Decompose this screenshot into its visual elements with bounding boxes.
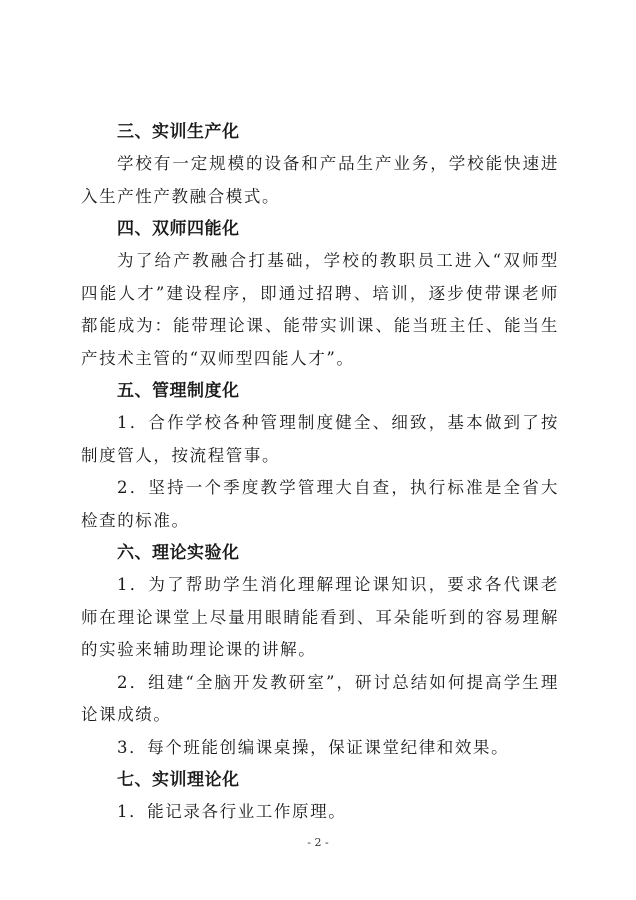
paragraph: 1．为了帮助学生消化理解理论课知识，要求各代课老师在理论课堂上尽量用眼睛能看到、耳朵能听到的容易理解的实验来辅助理论课的讲解。: [81, 575, 559, 659]
section-heading: 五、管理制度化: [117, 381, 240, 401]
paragraph: 2．坚持一个季度教学管理大自查，执行标准是全省大检查的标准。: [81, 478, 559, 530]
section-shixun-shengchan: [81, 116, 559, 213]
paragraph: 1．能记录各行业工作原理。: [117, 802, 347, 821]
section-lilun-shiyan: [81, 537, 559, 764]
section-heading: 七、实训理论化: [117, 770, 240, 790]
section-heading: 三、实训生产化: [117, 122, 240, 142]
section-shixun-lilun: [81, 764, 559, 829]
section-heading: 四、双师四能化: [117, 219, 240, 239]
page-number: - 2 -: [307, 836, 329, 849]
paragraph: 1．合作学校各种管理制度健全、细致，基本做到了按制度管人，按流程管事。: [81, 413, 559, 465]
paragraph: 2．组建“全脑开发教研室”，研讨总结如何提高学生理论课成绩。: [81, 672, 559, 724]
paragraph: 3．每个班能创编课桌操，保证课堂纪律和效果。: [117, 737, 510, 757]
section-heading: 六、理论实验化: [117, 543, 240, 563]
paragraph: 为了给产教融合打基础，学校的教职员工进入“双师型四能人才”建设程序，即通过招聘、培训，逐步使带课老师都能成为：能带理论课、能带实训课、能当班主任、能当生产技术主管的“双师型四能人才”。: [81, 251, 559, 368]
section-guanli-zhidu: [81, 375, 559, 537]
section-shuangshi-sineng: [81, 213, 559, 375]
document-body: [81, 116, 559, 829]
paragraph: 学校有一定规模的设备和产品生产业务，学校能快速进入生产性产教融合模式。: [81, 154, 559, 206]
